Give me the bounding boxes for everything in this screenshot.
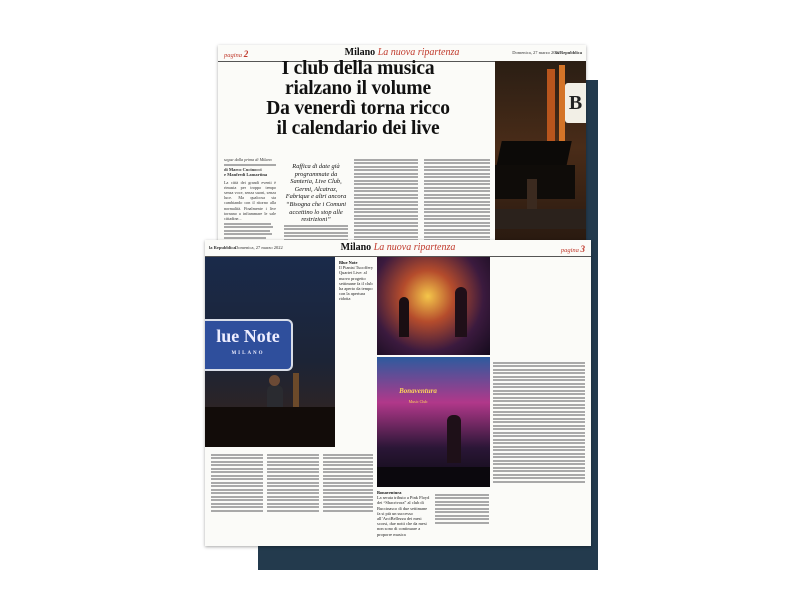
section-tag: La nuova ripartenza [373, 242, 456, 253]
text-line [493, 470, 585, 472]
text-line [424, 211, 490, 213]
page-number-value: 3 [580, 244, 585, 254]
right-text-column [493, 360, 585, 542]
text-line [211, 510, 263, 512]
text-line [224, 223, 271, 225]
running-header [205, 240, 591, 257]
text-line [493, 362, 585, 364]
text-line [493, 428, 585, 430]
text-line [267, 492, 319, 494]
text-line [211, 485, 263, 487]
text-line [267, 499, 319, 501]
text-line [424, 197, 490, 199]
text-line [424, 215, 490, 217]
text-line [493, 376, 585, 378]
separator [224, 164, 276, 166]
text-line [435, 515, 489, 517]
text-line [424, 229, 490, 231]
text-line [424, 208, 490, 210]
text-line [354, 190, 418, 192]
text-line [354, 218, 418, 220]
text-line [493, 425, 585, 427]
headline [238, 59, 478, 139]
text-line [493, 432, 585, 434]
text-line [424, 218, 490, 220]
text-line [354, 194, 418, 196]
text-line [493, 460, 585, 462]
text-line [493, 421, 585, 423]
text-line [284, 235, 348, 237]
text-line [267, 454, 319, 456]
text-line [493, 397, 585, 399]
headline-line: rialzano il volume [285, 78, 431, 99]
text-line [284, 228, 348, 230]
text-line [267, 503, 319, 505]
text-line [493, 418, 585, 420]
caption-text: Il Pianist Tucoffery Quartet Live: al nuovo progetto settimane fa il club ha aperto da tempo con la apertura ridotta [339, 265, 374, 302]
text-line [267, 461, 319, 463]
text-line [424, 169, 490, 171]
text-line [323, 503, 373, 505]
continued-note: segue dalla prima di Milano [224, 157, 272, 162]
text-line [354, 187, 418, 189]
text-line [424, 204, 490, 206]
text-line [354, 169, 418, 171]
text-line [323, 468, 373, 470]
bonaventura-sign: Bonaventura [399, 387, 437, 395]
text-line [493, 467, 585, 469]
text-line [267, 485, 319, 487]
text-line [424, 166, 490, 168]
text-line [323, 471, 373, 473]
text-line [267, 471, 319, 473]
text-line [284, 232, 348, 234]
caption-blue-note [339, 260, 375, 410]
text-column [323, 452, 373, 542]
text-line [354, 166, 418, 168]
text-line [211, 482, 263, 484]
section-city: Milano [340, 242, 372, 253]
text-line [323, 454, 373, 456]
text-line [354, 183, 418, 185]
text-line [323, 478, 373, 480]
section-city: Milano [344, 47, 376, 58]
text-line [211, 489, 263, 491]
text-line [354, 201, 418, 203]
text-line [435, 508, 489, 510]
publication-name: la Repubblica [555, 50, 582, 55]
text-line [424, 183, 490, 185]
headline-line: Da venerdì torna ricco [266, 98, 450, 119]
text-line [211, 461, 263, 463]
text-line [267, 478, 319, 480]
concert-photo-top [377, 257, 490, 355]
text-line [493, 386, 585, 388]
text-line [435, 511, 489, 513]
text-line [323, 510, 373, 512]
text-line [323, 461, 373, 463]
blue-note-photo [205, 257, 335, 447]
text-line [267, 475, 319, 477]
text-line [267, 468, 319, 470]
text-line [493, 393, 585, 395]
sign-subtitle: MILANO [231, 351, 265, 356]
text-line [424, 201, 490, 203]
club-sign: B [565, 83, 586, 123]
text-line [493, 407, 585, 409]
text-line [424, 225, 490, 227]
text-line [354, 197, 418, 199]
text-line [424, 176, 490, 178]
text-line [493, 456, 585, 458]
text-line [424, 173, 490, 175]
text-line [354, 208, 418, 210]
text-line [267, 506, 319, 508]
text-line [493, 453, 585, 455]
deck: Raffica di date già programmate da Santeria, Live Club, Germi, Alcatraz, Fabrique e altri ancora “Bisogna che i Comuni accettino lo stop alle restrizioni” [285, 163, 347, 224]
text-line [211, 496, 263, 498]
headline-line: il calendario dei live [276, 118, 440, 139]
text-line [493, 414, 585, 416]
performer-silhouette [455, 287, 467, 337]
text-line [323, 499, 373, 501]
text-line [493, 449, 585, 451]
text-line [435, 494, 489, 496]
performer-silhouette [399, 297, 409, 337]
text-line [493, 446, 585, 448]
text-line [354, 236, 418, 238]
caption-text: La serata tributo a Pink Floyd dei “Shacrivora” al club di Buccinasco di due settimane fa si ptà un successo all’ArciBellezza dei mesi scorsi, due notti che da mesi non sono di continuare a proporre musica [377, 495, 430, 537]
sign-text: lue Note [216, 326, 280, 346]
text-line [493, 474, 585, 476]
text-line [435, 497, 489, 499]
text-line [493, 400, 585, 402]
caption-title: Blue Note [339, 260, 358, 265]
text-line [354, 225, 418, 227]
page-number-value: 2 [243, 49, 249, 59]
section-tag: La nuova ripartenza [377, 47, 460, 58]
stage-floor [495, 209, 586, 229]
text-line [211, 457, 263, 459]
text-line [267, 489, 319, 491]
text-line [354, 180, 418, 182]
text-column [267, 452, 319, 542]
text-column [435, 492, 489, 542]
text-line [323, 485, 373, 487]
issue-date: Domenica, 27 marzo 2022 [235, 245, 283, 250]
musician-head [269, 375, 280, 386]
text-line [493, 369, 585, 371]
text-line [424, 187, 490, 189]
text-line [211, 468, 263, 470]
text-line [323, 475, 373, 477]
issue-date: Domenica, 27 marzo 2022 [512, 50, 560, 55]
text-line [354, 215, 418, 217]
text-line [354, 211, 418, 213]
text-line [211, 492, 263, 494]
text-line [323, 464, 373, 466]
audience-silhouettes [205, 407, 335, 447]
lead-text: La città dei grandi eventi è rimasta per troppo tempo senza voce, senza suoni, senza luce. Ma qualcosa sta cambiando con il ritorno alla normalità. Finalmente i live tornano a infiammare le sale cittadine... [224, 179, 276, 222]
bonaventura-photo [377, 357, 490, 487]
text-line [211, 506, 263, 508]
text-line [211, 454, 263, 456]
text-line [323, 489, 373, 491]
text-line [493, 439, 585, 441]
section-title [205, 242, 591, 253]
text-line [424, 236, 490, 238]
text-line [323, 482, 373, 484]
text-line [267, 464, 319, 466]
text-line [354, 159, 418, 161]
text-line [211, 475, 263, 477]
text-line [435, 504, 489, 506]
page-number [561, 244, 585, 254]
text-line [493, 365, 585, 367]
text-line [424, 194, 490, 196]
text-line [493, 383, 585, 385]
text-line [493, 390, 585, 392]
text-line [323, 492, 373, 494]
byline: di Marco Cucinocci [224, 167, 262, 173]
headline-line: I club della musica [281, 58, 435, 79]
text-line [211, 464, 263, 466]
text-line [424, 232, 490, 234]
text-line [267, 457, 319, 459]
performer-silhouette [447, 415, 461, 463]
text-line [211, 471, 263, 473]
text-line [211, 503, 263, 505]
newspaper-page-3 [205, 240, 591, 546]
text-line [354, 176, 418, 178]
text-line [424, 222, 490, 224]
page-label: pagina [560, 247, 579, 254]
text-line [435, 501, 489, 503]
text-line [354, 222, 418, 224]
piano-lid [496, 141, 572, 167]
caption-bonaventura [377, 490, 431, 544]
text-column [211, 452, 263, 542]
text-line [323, 457, 373, 459]
text-line [493, 411, 585, 413]
text-line [354, 162, 418, 164]
text-line [224, 226, 273, 228]
crowd-silhouettes [377, 467, 490, 487]
text-line [493, 442, 585, 444]
page-label: pagina [224, 52, 243, 59]
text-line [493, 481, 585, 483]
text-line [224, 233, 272, 235]
text-line [424, 159, 490, 161]
bonaventura-sign-sub: Music Club [408, 399, 428, 404]
text-line [493, 477, 585, 479]
caption-title: Bonaventura [377, 490, 402, 495]
text-line [323, 506, 373, 508]
text-line [435, 518, 489, 520]
publication-name: la Repubblica [209, 245, 236, 250]
text-line [267, 510, 319, 512]
text-line [354, 173, 418, 175]
byline: e Manfredi Lamartina [224, 172, 268, 178]
blue-note-sign [205, 319, 293, 371]
text-line [224, 237, 266, 239]
text-line [284, 225, 348, 227]
text-line [493, 463, 585, 465]
text-line [424, 180, 490, 182]
text-line [267, 482, 319, 484]
text-line [211, 499, 263, 501]
text-line [354, 204, 418, 206]
text-line [493, 404, 585, 406]
text-line [435, 522, 489, 524]
text-line [354, 232, 418, 234]
text-line [224, 230, 270, 232]
text-line [211, 478, 263, 480]
text-line [354, 229, 418, 231]
text-line [424, 162, 490, 164]
text-line [424, 190, 490, 192]
text-line [493, 379, 585, 381]
text-line [493, 435, 585, 437]
text-line [267, 496, 319, 498]
text-line [493, 372, 585, 374]
text-line [323, 496, 373, 498]
